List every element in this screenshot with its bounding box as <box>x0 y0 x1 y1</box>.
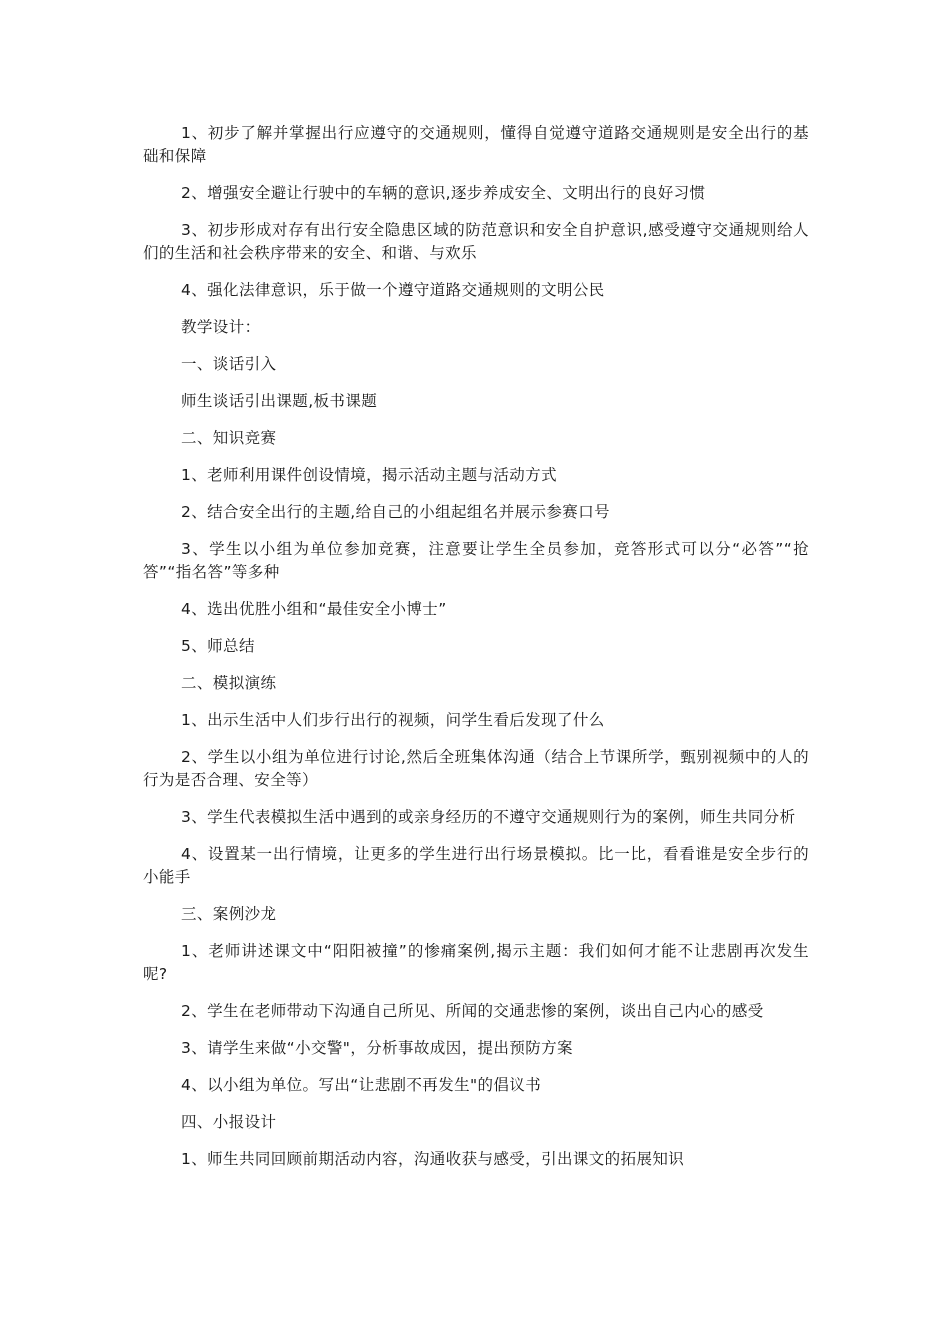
paragraph-objective-1: 1、初步了解并掌握出行应遵守的交通规则，懂得自觉遵守道路交通规则是安全出行的基础和保障 <box>143 124 809 165</box>
heading-section-intro: 一、谈话引入 <box>181 355 277 373</box>
paragraph-simulation-1: 1、出示生活中人们步行出行的视频，问学生看后发现了什么 <box>181 711 605 729</box>
paragraph-simulation-3: 3、学生代表模拟生活中遇到的或亲身经历的不遵守交通规则行为的案例，师生共同分析 <box>181 808 796 826</box>
paragraph-simulation-2: 2、学生以小组为单位进行讨论,然后全班集体沟通（结合上节课所学，甄别视频中的人的行为是否合理、安全等） <box>143 748 809 789</box>
paragraph-case-3: 3、请学生来做“小交警"，分析事故成因，提出预防方案 <box>181 1039 573 1057</box>
paragraph-objective-3: 3、初步形成对存有出行安全隐患区域的防范意识和安全自护意识,感受遵守交通规则给人们的生活和社会秩序带来的安全、和谐、与欢乐 <box>143 221 809 262</box>
paragraph-quiz-1: 1、老师利用课件创设情境，揭示活动主题与活动方式 <box>181 466 557 484</box>
heading-teaching-design: 教学设计： <box>181 318 261 336</box>
heading-section-quiz: 二、知识竞赛 <box>181 429 277 447</box>
paragraph-quiz-4: 4、选出优胜小组和“最佳安全小博士” <box>181 600 447 618</box>
paragraph-quiz-5: 5、师总结 <box>181 637 255 655</box>
paragraph-objective-4: 4、强化法律意识，乐于做一个遵守道路交通规则的文明公民 <box>181 281 605 299</box>
heading-section-case-salon: 三、案例沙龙 <box>181 905 277 923</box>
heading-section-simulation: 二、模拟演练 <box>181 674 277 692</box>
paragraph-intro: 师生谈话引出课题,板书课题 <box>181 392 378 410</box>
paragraph-objective-2: 2、增强安全避让行驶中的车辆的意识,逐步养成安全、文明出行的良好习惯 <box>181 184 706 202</box>
paragraph-case-2: 2、学生在老师带动下沟通自己所见、所闻的交通悲惨的案例，谈出自己内心的感受 <box>181 1002 764 1020</box>
paragraph-newspaper-1: 1、师生共同回顾前期活动内容，沟通收获与感受，引出课文的拓展知识 <box>181 1150 685 1168</box>
paragraph-case-1: 1、老师讲述课文中“阳阳被撞”的惨痛案例,揭示主题：我们如何才能不让悲剧再次发生呢? <box>143 942 809 983</box>
document-body <box>143 122 809 1185</box>
heading-section-newspaper: 四、小报设计 <box>181 1113 277 1131</box>
paragraph-case-4: 4、以小组为单位。写出“让悲剧不再发生"的倡议书 <box>181 1076 542 1094</box>
paragraph-quiz-2: 2、结合安全出行的主题,给自己的小组起组名并展示参赛口号 <box>181 503 610 521</box>
paragraph-simulation-4: 4、设置某一出行情境，让更多的学生进行出行场景模拟。比一比，看看谁是安全步行的小能手 <box>143 845 809 886</box>
paragraph-quiz-3: 3、学生以小组为单位参加竞赛，注意要让学生全员参加，竞答形式可以分“必答”“抢答”“指名答”等多种 <box>143 540 809 581</box>
